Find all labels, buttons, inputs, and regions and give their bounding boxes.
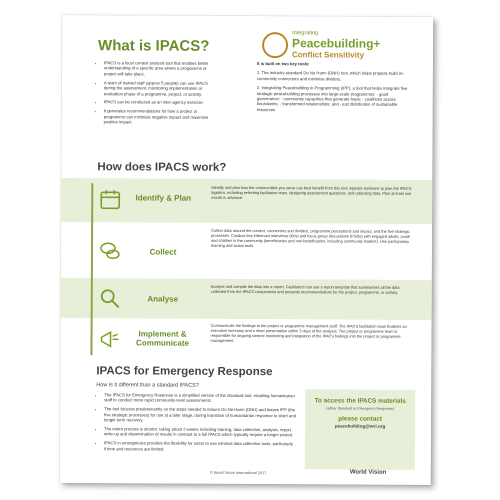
stage-text-collect: Collect data around the context, connectors and dividers, programme perceptions and impact, and the five strategic processes. Conduct key informant interviews (KIIs) and focus group discussions (FGDs) with engaged adults, youth and children in the community (beneficiaries and non-beneficiaries, including community leaders). Use participatory learning and action tools.: [211, 227, 411, 249]
stage-label-collect: Collect: [149, 247, 177, 257]
stage-label-identify: Identify & Plan: [135, 193, 192, 203]
ier-subtitle: How is it different than a standard IPACS?: [96, 382, 199, 389]
access-note: (either Standard or Emergency Response): [326, 406, 394, 411]
list-item: • IPACS is a local context analysis tool that enables better understanding of a specific area where a programme or project will take place.: [104, 60, 216, 77]
contact-email-link[interactable]: peacebuilding@wvi.org: [334, 423, 386, 429]
magnifier-icon: [99, 287, 121, 309]
list-item: • The entire process is shorter, taking about 2 weeks including training, data collection, analysis, report write-up and dissemination of results in contrast to a full IPACS which typically require a longer period.: [104, 426, 296, 438]
list-item: • IPACS in emergencies provides the flexibility for users to use minimal data collection tools, particularly if time and resources are limited.: [104, 441, 296, 453]
logo-emblem-icon: [262, 32, 288, 58]
list-item: 2. Integrating Peacebuilding in Programming (IPP), a tool that helps integrate five strategic peacebuilding processes into large-scale programmes: - good governance; - community capacities that generate hope; - coalitions across boundaries; - transformed relationships; and - just distribution of sustainable resources: [256, 85, 408, 112]
access-box: [305, 389, 415, 470]
page-title: What is IPACS?: [98, 37, 210, 55]
right-intro: It is built on two key tools:: [256, 61, 310, 67]
list-item: • It generates recommendations for how a project or programme can minimise negative impact and maximise positive impact.: [104, 109, 216, 126]
calendar-icon: [99, 188, 121, 210]
list-item: • A team of trained staff (approx 5 people) can use IPACS during the assessment, monitoring implementation or evaluation phase of a programme, project, or activity.: [104, 80, 216, 97]
right-column: [257, 61, 412, 113]
left-column: [96, 60, 216, 129]
logo-line1: Integrating: [292, 30, 319, 37]
copyright: © World Vision International 2017: [209, 470, 267, 476]
flyer-page: [60, 15, 433, 485]
access-heading: To access the IPACS materials: [314, 397, 406, 405]
logo-line3: Conflict Sensitivity: [291, 50, 365, 60]
logo-line2: Peacebuilding+: [292, 36, 381, 51]
list-item: • The tool focuses predominantly on the steps needed to ensure Do No Harm (DNH) and leaves IPP (the five strategic processes) for use at a later stage, during transition of humanitarian response to short and longer term recovery.: [104, 407, 296, 424]
stage-label-analyse: Analyse: [147, 294, 179, 304]
contact-heading: please contact: [338, 415, 383, 423]
megaphone-icon: [98, 328, 120, 350]
ier-list: [96, 392, 296, 456]
ier-title: IPACS for Emergency Response: [96, 365, 273, 379]
list-item: • The IPACS for Emergency Response is a simplified version of the standard tool, enabling humanitarian staff to conduct more rapid community-level assessments.: [104, 392, 296, 404]
list-item: • IPACS can be conducted as an inter-agency exercise.: [104, 100, 216, 106]
speech-bubbles-icon: [99, 239, 121, 261]
stage-label-implement: Implement & Communicate: [136, 329, 189, 348]
stage-text-analyse: Analyse and compile the data into a report. Facilitators can use a report template that summarises all the data collected from the IPACS components and presents recommendations for the project, programme, or activity.: [210, 283, 400, 295]
world-vision-logo: World Vision: [349, 469, 387, 476]
stage-text-implement: Communicate the findings to the project or programme management staff. The IPACS facilitation team finalises an executive summary and a short presentation within 3 days of the analysis. The project or programme team is responsible for ongoing context monitoring and integration of the IPACS findings into the project or programme management.: [210, 322, 407, 344]
stage-text-identify: Identify and plan how the communities you serve can best benefit from this tool. Appoint someone to plan the IPACS logistics, including selecting facilitation team, designing assessment questions, and collecting data. Plan at least one month in advance.: [211, 184, 412, 201]
list-item: 1. The industry-standard Do No Harm (DNH) tool, which helps projects build on community connectors and minimise dividers.: [256, 70, 404, 82]
how-title: How does IPACS work?: [97, 161, 227, 174]
